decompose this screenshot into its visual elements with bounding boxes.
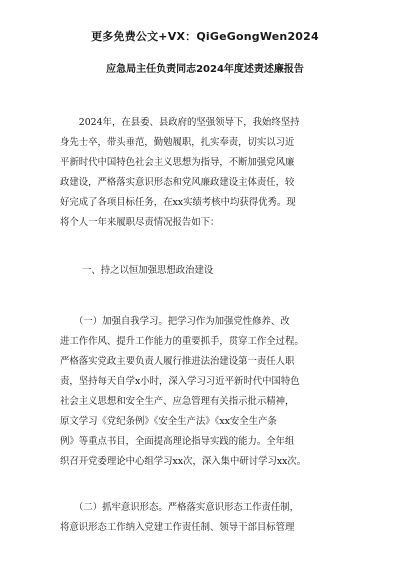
text-line: 责，坚持每天自学x小时，深入学习习近平新时代中国特色 <box>60 376 300 387</box>
paragraph-self-study <box>60 312 352 472</box>
text-line: （二）抓牢意识形态。严格落实意识形态工作责任制， <box>60 502 300 513</box>
text-line: 好完成了各项目标任务，在xx实绩考核中均获得优秀。现 <box>60 197 296 208</box>
text-line: （一）加强自我学习。把学习作为加强党性修养、改 <box>60 316 290 327</box>
text-line: 例》等重点书目，全面提高理论指导实践的能力。全年组 <box>60 436 295 447</box>
text-line: 政建设，严格落实意识形态和党风廉政建设主体责任，较 <box>60 177 295 188</box>
intro-paragraph <box>60 113 352 233</box>
text-line: 将意识形态工作纳入党建工作责任制、领导干部目标管理 <box>60 522 295 533</box>
text-line: 进工作作风、提升工作能力的重要抓手，贯穿工作全过程。 <box>60 336 304 347</box>
text-line: 2024年，在县委、县政府的坚强领导下，我始终坚持 <box>60 117 300 128</box>
text-line: 将个人一年来履职尽责情况报告如下： <box>60 217 220 228</box>
text-line: 平新时代中国特色社会主义思想为指导，不断加强党风廉 <box>60 157 295 168</box>
text-line: 织召开党委理论中心组学习xx次，深入集中研讨学习xx次。 <box>60 456 307 467</box>
text-line: 原文学习《党纪条例》《安全生产法》《xx安全生产条 <box>60 416 277 427</box>
text-line: 身先士卒，带头垂范，勤勉履职，扎实奉责，切实以习近 <box>60 137 295 148</box>
text-line: 社会主义思想和安全生产、应急管理有关指示批示精神， <box>60 396 295 407</box>
document-title: 应急局主任负责同志2024年度述责述廉报告 <box>106 64 304 75</box>
paragraph-ideology <box>60 498 352 538</box>
section-heading: 一、持之以恒加强思想政治建设 <box>82 265 214 276</box>
promo-header: 更多免费公文+VX：QiGeGongWen2024 <box>91 30 319 43</box>
text-line: 严格落实党政主要负责人履行推进法治建设第一责任人职 <box>60 356 295 367</box>
